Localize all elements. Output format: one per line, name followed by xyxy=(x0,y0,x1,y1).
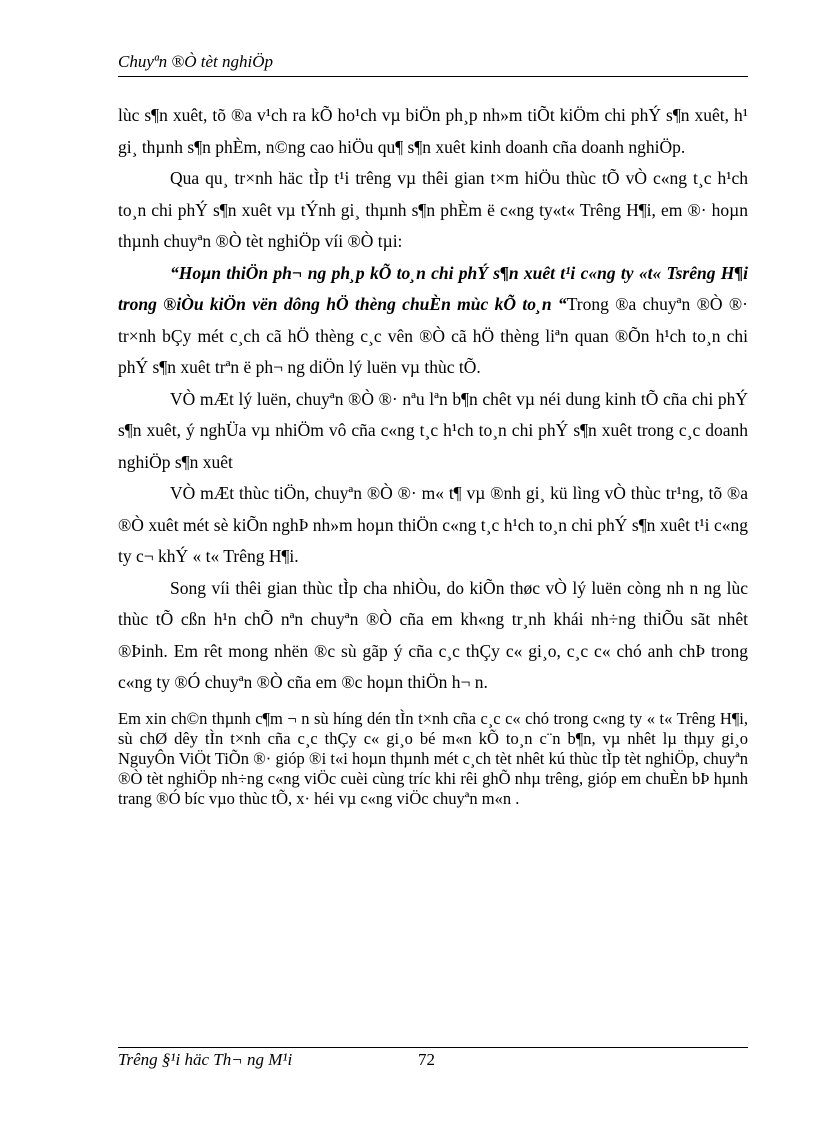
paragraph-7: Em xin ch©n thµnh c¶m ¬ n sù híng dén tÌn t×nh cña c¸c c« chó trong c«ng ty « t« Trêng H¶i, sù chØ dêy tÌn t×nh cña c¸c thÇy c« gi¸o bé m«n kÕ to¸n c¨n b¶n, vµ nhêt lµ thµy gi¸o NguyÔn ViÖt TiÕn ®· gióp ®i t«i hoµn thµnh mét c¸ch tèt nhêt kú thùc tÌp tèt nghiÖp, chuyªn ®Ò tèt nghiÖp nh÷ng c«ng viÖc cuèi cùng tríc khi rêi ghÕ nhµ trêng, gióp em chuÈn bÞ hµnh trang ®Ó bíc vµo thùc tÕ, x· héi vµ c«ng viÖc chuyªn m«n . xyxy=(118,708,748,808)
paragraph-5: VÒ mÆt thùc tiÖn, chuyªn ®Ò ®· m« t¶ vµ ®nh gi¸ kü lìng vÒ thùc tr¹ng, tõ ®a ®Ò xuêt mét sè kiÕn nghÞ nh»m hoµn thiÖn c«ng t¸c h¹ch to¸n chi phÝ s¶n xuêt t¹i c«ng ty c¬ khÝ « t« Trêng H¶i. xyxy=(118,483,748,566)
paragraph-2: Qua qu¸ tr×nh häc tÌp t¹i trêng vµ thêi gian t×m hiÖu thùc tÕ vÒ c«ng t¸c h¹ch to¸n chi phÝ s¶n xuêt vµ tÝnh gi¸ thµnh s¶n phÈm ë c«ng ty«t« Trêng H¶i, em ®· hoµn thµnh chuyªn ®Ò tèt nghiÖp víi ®Ò tµi: xyxy=(118,168,748,251)
paragraph-1: lùc s¶n xuêt, tõ ®a v¹ch ra kÕ ho¹ch vµ biÖn ph¸p nh»m tiÕt kiÖm chi phÝ s¶n xuêt, h¹ gi¸ thµnh s¶n phÈm, n©ng cao hiÖu qu¶ s¶n xuêt kinh doanh cña doanh nghiÖp. xyxy=(118,105,748,157)
paragraph-3-text: Trong ®a chuyªn ®Ò ®· tr×nh bÇy mét c¸ch cã hÖ thèng c¸c vên ®Ò cã hÖ thèng liªn quan ®Õn h¹ch to¸n chi phÝ s¶n xuêt trªn ë ph¬ ng diÖn lý luën vµ thùc tÕ. xyxy=(118,294,748,377)
paragraph-6: Song víi thêi gian thùc tÌp cha nhiÒu, do kiÕn thøc vÒ lý luën còng nh n ng lùc thùc tÕ cßn h¹n chÕ nªn chuyªn ®Ò cña em kh«ng tr¸nh khái nh÷ng thiÕu sãt nhêt ®Þinh. Em rêt mong nhën ®c sù gãp ý cña c¸c thÇy c« gi¸o, c¸c c« chó anh chÞ trong c«ng ty ®Ó chuyªn ®Ò cña em ®c hoµn thiÖn h¬ n. xyxy=(118,577,748,692)
document-body xyxy=(118,100,748,809)
page-header: Chuyªn ®Ò tèt nghiÖp xyxy=(118,52,274,71)
paragraph-4: VÒ mÆt lý luën, chuyªn ®Ò ®· nªu lªn b¶n chêt vµ néi dung kinh tÕ cña chi phÝ s¶n xuêt, ý nghÜa vµ nhiÖm vô cña c«ng t¸c h¹ch to¸n chi phÝ s¶n xuêt trong c¸c doanh nghiÖp s¶n xuêt xyxy=(118,388,748,472)
thesis-topic-title: “Hoµn thiÖn ph¬ ng ph¸p kÕ to¸n chi phÝ s¶n xuêt t¹i c«ng ty «t« Tsrêng H¶i trong ®iÒu kiÖn vën dông hÖ thèng chuÈn mùc kÕ to¸n “ xyxy=(118,262,748,314)
paragraph-3 xyxy=(118,258,748,384)
footer-divider xyxy=(118,1047,748,1048)
header-divider xyxy=(118,76,748,77)
page-number: 72 xyxy=(418,1050,435,1069)
footer-school: Trêng §¹i häc Th¬ ng M¹i xyxy=(118,1050,293,1069)
